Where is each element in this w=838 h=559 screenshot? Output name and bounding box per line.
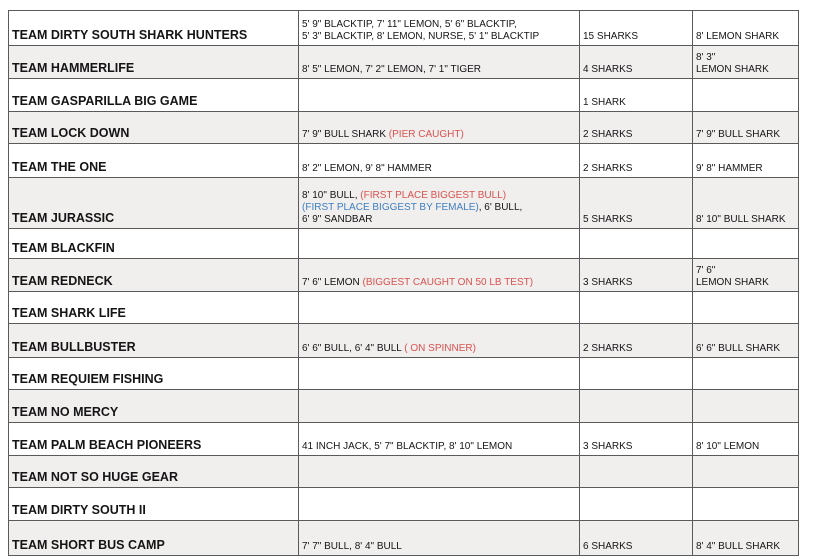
largest-shark-cell bbox=[693, 79, 799, 112]
team-name-cell: TEAM HAMMERLIFE bbox=[9, 46, 299, 79]
results-table-body bbox=[9, 11, 799, 556]
largest-shark-text: LEMON SHARK bbox=[696, 277, 769, 288]
sharks-line bbox=[302, 202, 576, 214]
sharks-caught-cell bbox=[299, 144, 580, 178]
sharks-caught-cell bbox=[299, 324, 580, 358]
largest-shark-text: 8' LEMON SHARK bbox=[696, 31, 780, 42]
table-row bbox=[9, 521, 799, 556]
team-name-cell: TEAM NO MERCY bbox=[9, 390, 299, 423]
shark-count-cell: 5 SHARKS bbox=[580, 178, 693, 229]
shark-count-cell: 2 SHARKS bbox=[580, 144, 693, 178]
table-row bbox=[9, 259, 799, 292]
largest-shark-cell bbox=[693, 259, 799, 292]
largest-shark-cell bbox=[693, 11, 799, 46]
sharks-note-text: (FIRST PLACE BIGGEST BY FEMALE) bbox=[302, 202, 479, 213]
sharks-line bbox=[302, 19, 576, 31]
sharks-line bbox=[302, 277, 576, 289]
sharks-caught-cell bbox=[299, 292, 580, 324]
sharks-text: 7' 7" BULL, 8' 4" BULL bbox=[302, 541, 402, 552]
shark-count-cell: 4 SHARKS bbox=[580, 46, 693, 79]
team-name-cell: TEAM LOCK DOWN bbox=[9, 112, 299, 144]
team-name-cell: TEAM REQUIEM FISHING bbox=[9, 358, 299, 390]
sharks-caught-cell bbox=[299, 178, 580, 229]
team-name-cell: TEAM PALM BEACH PIONEERS bbox=[9, 423, 299, 456]
sharks-caught-cell bbox=[299, 11, 580, 46]
largest-shark-cell bbox=[693, 521, 799, 556]
sharks-text: 7' 6" LEMON bbox=[302, 277, 363, 288]
shark-count-cell bbox=[580, 229, 693, 259]
sharks-text: 5' 3" BLACKTIP, 8' LEMON, NURSE, 5' 1" BLACKTIP bbox=[302, 31, 540, 42]
largest-shark-text: 8' 4" BULL SHARK bbox=[696, 541, 781, 552]
shark-count-cell: 3 SHARKS bbox=[580, 423, 693, 456]
team-name-cell: TEAM BLACKFIN bbox=[9, 229, 299, 259]
largest-shark-cell bbox=[693, 144, 799, 178]
sharks-text: , 6' BULL, bbox=[478, 202, 523, 213]
largest-shark-cell bbox=[693, 390, 799, 423]
sharks-line bbox=[302, 129, 576, 141]
sharks-text: 7' 9" BULL SHARK bbox=[302, 129, 389, 140]
largest-shark-text: 8' 10" LEMON bbox=[696, 441, 760, 452]
table-row bbox=[9, 390, 799, 423]
sharks-caught-cell bbox=[299, 46, 580, 79]
sharks-note-text: (BIGGEST CAUGHT ON 50 LB TEST) bbox=[362, 277, 534, 288]
sharks-text: 8' 10" BULL, bbox=[302, 190, 361, 201]
team-name-cell: TEAM JURASSIC bbox=[9, 178, 299, 229]
team-name-cell: TEAM SHARK LIFE bbox=[9, 292, 299, 324]
sharks-caught-cell bbox=[299, 423, 580, 456]
shark-count-cell: 2 SHARKS bbox=[580, 324, 693, 358]
shark-count-cell bbox=[580, 390, 693, 423]
shark-count-cell: 15 SHARKS bbox=[580, 11, 693, 46]
team-name-cell: TEAM BULLBUSTER bbox=[9, 324, 299, 358]
largest-shark-cell bbox=[693, 456, 799, 488]
shark-count-cell bbox=[580, 488, 693, 521]
team-name-cell: TEAM REDNECK bbox=[9, 259, 299, 292]
sharks-caught-cell bbox=[299, 112, 580, 144]
largest-shark-cell bbox=[693, 178, 799, 229]
sharks-caught-cell bbox=[299, 456, 580, 488]
sharks-caught-cell bbox=[299, 488, 580, 521]
table-row bbox=[9, 324, 799, 358]
shark-count-cell: 3 SHARKS bbox=[580, 259, 693, 292]
table-row bbox=[9, 358, 799, 390]
table-row bbox=[9, 79, 799, 112]
sharks-caught-cell bbox=[299, 259, 580, 292]
table-row bbox=[9, 229, 799, 259]
table-row bbox=[9, 46, 799, 79]
team-name-cell: TEAM DIRTY SOUTH II bbox=[9, 488, 299, 521]
largest-shark-text: 7' 9" BULL SHARK bbox=[696, 129, 781, 140]
sharks-text: 6' 9" SANDBAR bbox=[302, 214, 373, 225]
table-row bbox=[9, 456, 799, 488]
sharks-caught-cell bbox=[299, 79, 580, 112]
table-row bbox=[9, 112, 799, 144]
largest-shark-cell bbox=[693, 324, 799, 358]
table-row bbox=[9, 423, 799, 456]
shark-count-cell bbox=[580, 456, 693, 488]
largest-shark-text: 8' 3" bbox=[696, 52, 716, 63]
sharks-line bbox=[302, 31, 576, 43]
shark-count-cell: 1 SHARK bbox=[580, 79, 693, 112]
largest-shark-cell bbox=[693, 488, 799, 521]
team-name-cell: TEAM NOT SO HUGE GEAR bbox=[9, 456, 299, 488]
largest-shark-cell bbox=[693, 46, 799, 79]
table-row bbox=[9, 178, 799, 229]
sharks-line bbox=[302, 163, 576, 175]
sharks-text: 5' 9" BLACKTIP, 7' 11" LEMON, 5' 6" BLACKTIP, bbox=[302, 19, 517, 30]
sharks-line bbox=[302, 441, 576, 453]
largest-shark-text: 7' 6" bbox=[696, 265, 716, 276]
shark-count-cell bbox=[580, 292, 693, 324]
largest-shark-cell bbox=[693, 112, 799, 144]
sharks-line bbox=[302, 541, 576, 553]
table-row bbox=[9, 292, 799, 324]
largest-shark-text: 6' 6" BULL SHARK bbox=[696, 343, 781, 354]
shark-count-cell bbox=[580, 358, 693, 390]
largest-shark-text: 9' 8" HAMMER bbox=[696, 163, 763, 174]
shark-count-cell: 6 SHARKS bbox=[580, 521, 693, 556]
sharks-line bbox=[302, 214, 576, 226]
results-table bbox=[8, 10, 799, 556]
sharks-text: 8' 2" LEMON, 9' 8" HAMMER bbox=[302, 163, 432, 174]
largest-shark-text: LEMON SHARK bbox=[696, 64, 769, 75]
sharks-caught-cell bbox=[299, 229, 580, 259]
team-name-cell: TEAM GASPARILLA BIG GAME bbox=[9, 79, 299, 112]
table-row bbox=[9, 144, 799, 178]
sharks-caught-cell bbox=[299, 390, 580, 423]
sharks-line bbox=[302, 343, 576, 355]
sharks-note-text: (PIER CAUGHT) bbox=[388, 129, 464, 140]
largest-shark-cell bbox=[693, 358, 799, 390]
largest-shark-cell bbox=[693, 229, 799, 259]
team-name-cell: TEAM THE ONE bbox=[9, 144, 299, 178]
table-row bbox=[9, 488, 799, 521]
table-row bbox=[9, 11, 799, 46]
largest-shark-text: 8' 10" BULL SHARK bbox=[696, 214, 786, 225]
sharks-line bbox=[302, 64, 576, 76]
sharks-caught-cell bbox=[299, 521, 580, 556]
sharks-note-text: (FIRST PLACE BIGGEST BULL) bbox=[360, 190, 507, 201]
shark-count-cell: 2 SHARKS bbox=[580, 112, 693, 144]
sharks-text: 41 INCH JACK, 5' 7" BLACKTIP, 8' 10" LEMON bbox=[302, 441, 513, 452]
team-name-cell: TEAM DIRTY SOUTH SHARK HUNTERS bbox=[9, 11, 299, 46]
sharks-note-text: ( ON SPINNER) bbox=[404, 343, 476, 354]
team-name-cell: TEAM SHORT BUS CAMP bbox=[9, 521, 299, 556]
largest-shark-cell bbox=[693, 292, 799, 324]
sharks-line bbox=[302, 190, 576, 202]
sharks-caught-cell bbox=[299, 358, 580, 390]
sharks-text: 8' 5" LEMON, 7' 2" LEMON, 7' 1" TIGER bbox=[302, 64, 482, 75]
largest-shark-cell bbox=[693, 423, 799, 456]
sharks-text: 6' 6" BULL, 6' 4" BULL bbox=[302, 343, 405, 354]
